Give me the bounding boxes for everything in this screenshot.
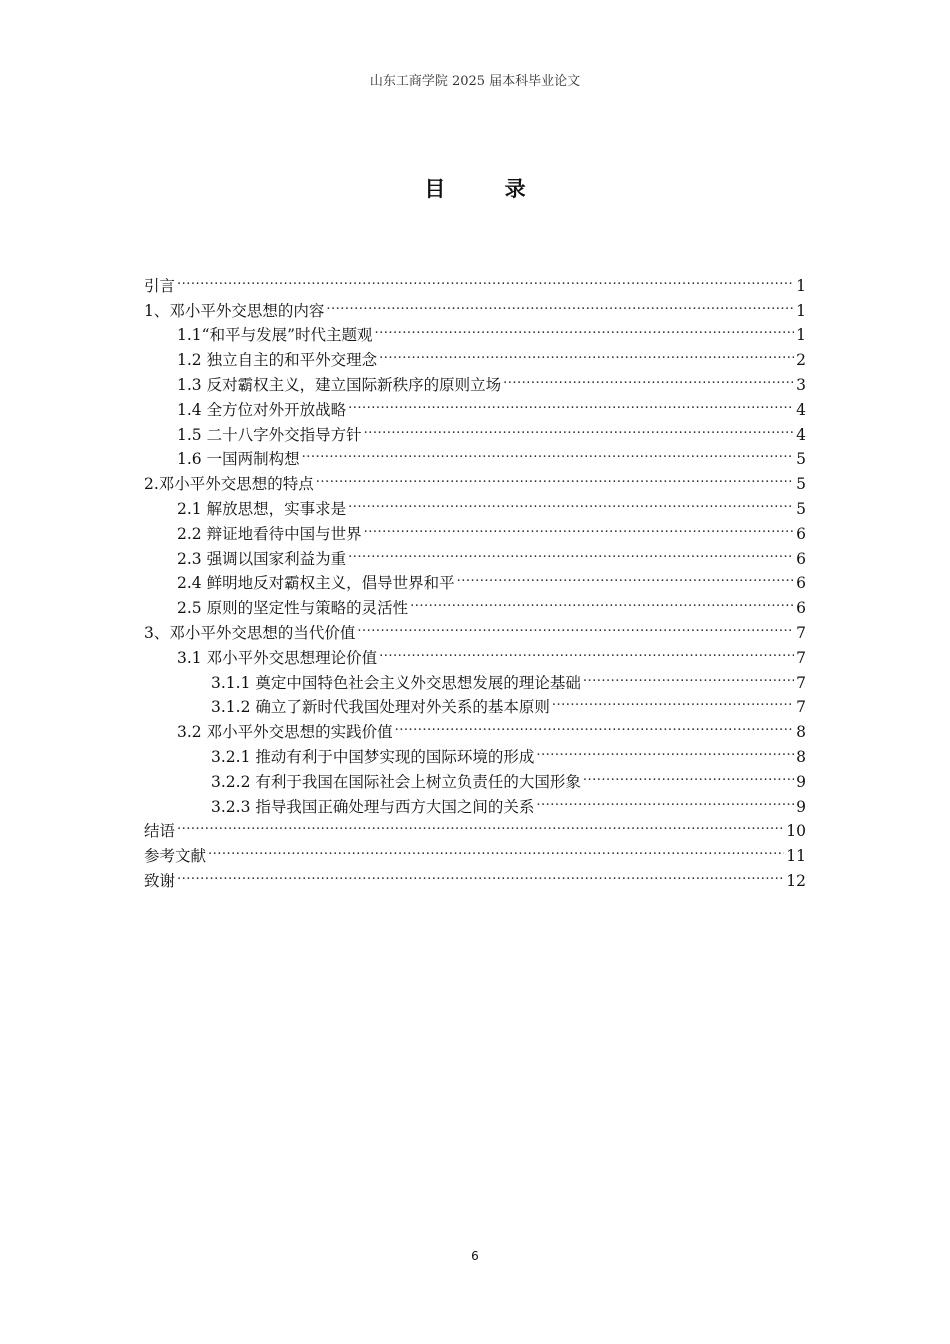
dot-leader	[364, 514, 794, 539]
toc-entry[interactable]	[144, 291, 806, 320]
toc-entry-page: 9	[796, 772, 806, 791]
toc-entry-label: 参考文献	[144, 847, 207, 866]
dot-leader	[379, 340, 794, 365]
toc-entry-label: 2.邓小平外交思想的特点	[144, 475, 314, 494]
toc-entry-page: 11	[786, 847, 806, 866]
toc-entry-page: 10	[786, 822, 806, 841]
toc-entry-page: 7	[796, 698, 806, 717]
dot-leader	[536, 787, 794, 812]
toc-entry[interactable]	[144, 836, 806, 866]
toc-entry[interactable]	[144, 861, 806, 890]
toc-entry-page: 5	[796, 475, 806, 494]
toc-entry-page: 9	[796, 797, 806, 816]
toc-entry[interactable]	[144, 266, 806, 295]
toc-entry-label: 3.1.2 确立了新时代我国处理对外关系的基本原则	[211, 698, 550, 717]
dot-leader	[316, 464, 794, 489]
dot-leader	[395, 712, 794, 737]
toc-entry-label: 3.1 邓小平外交思想理论价值	[177, 648, 378, 667]
dot-leader	[348, 539, 794, 564]
toc-entry-label: 1.5 二十八字外交指导方针	[177, 425, 362, 444]
running-header: 山东工商学院 2025 届本科毕业论文	[369, 74, 581, 89]
toc-entry-page: 7	[796, 648, 806, 667]
toc-entry-label: 2.4 鲜明地反对霸权主义，倡导世界和平	[177, 574, 455, 593]
dot-leader	[503, 365, 794, 390]
toc-entry-page: 4	[796, 425, 806, 444]
dot-leader	[410, 588, 794, 613]
dot-leader	[348, 489, 794, 514]
toc-entry-label: 1.6 一国两制构想	[177, 450, 300, 469]
toc-entry-label: 1.3 反对霸权主义，建立国际新秩序的原则立场	[177, 375, 502, 394]
toc-entry-page: 1	[796, 276, 806, 295]
toc-entry-label: 2.1 解放思想，实事求是	[177, 499, 347, 518]
dot-leader	[536, 737, 794, 762]
toc-entry-page: 8	[796, 723, 806, 742]
toc-entry-label: 3.2.1 推动有利于中国梦实现的国际环境的形成	[211, 747, 535, 766]
toc-entry-label: 2.2 辩证地看待中国与世界	[177, 524, 362, 543]
toc-title: 目 录	[424, 177, 552, 201]
toc-entry-label: 3.2 邓小平外交思想的实践价值	[177, 723, 393, 742]
dot-leader	[379, 638, 794, 663]
toc-entry-label: 1.1“和平与发展”时代主题观	[177, 326, 373, 345]
toc-entry-page: 7	[796, 673, 806, 692]
dot-leader	[552, 688, 794, 713]
dot-leader	[326, 291, 794, 316]
dot-leader	[583, 663, 794, 688]
toc-entry-page: 6	[796, 524, 806, 543]
toc-entry-page: 7	[796, 623, 806, 642]
toc-entry-page: 6	[796, 574, 806, 593]
toc-entry-page: 12	[786, 871, 806, 890]
toc-entry-page: 4	[796, 400, 806, 419]
toc-entry-page: 5	[796, 499, 806, 518]
toc-entry-page: 8	[796, 747, 806, 766]
toc-entry-label: 1.2 独立自主的和平外交理念	[177, 351, 378, 370]
toc-entry-page: 3	[796, 375, 806, 394]
dot-leader	[177, 266, 794, 291]
toc-entry-label: 3.1.1 奠定中国特色社会主义外交思想发展的理论基础	[211, 673, 581, 692]
dot-leader	[357, 613, 794, 638]
toc-entry-page: 1	[796, 301, 806, 320]
toc-entry-label: 结语	[144, 822, 176, 841]
page-number: 6	[471, 1249, 479, 1263]
dot-leader	[583, 762, 794, 787]
toc-entry-label: 3.2.2 有利于我国在国际社会上树立负责任的大国形象	[211, 772, 581, 791]
dot-leader	[302, 440, 794, 465]
toc-entry-page: 2	[796, 351, 806, 370]
toc-entry-label: 1、邓小平外交思想的内容	[144, 301, 325, 320]
toc-entry-label: 2.5 原则的坚定性与策略的灵活性	[177, 599, 409, 618]
dot-leader	[348, 390, 794, 415]
dot-leader	[177, 861, 784, 886]
toc-entry-label: 3、邓小平外交思想的当代价值	[144, 623, 356, 642]
toc-entry-page: 6	[796, 549, 806, 568]
toc-entry-label: 引言	[144, 276, 176, 295]
table-of-contents	[144, 266, 806, 890]
dot-leader	[208, 836, 784, 861]
toc-entry-label: 1.4 全方位对外开放战略	[177, 400, 347, 419]
toc-entry-page: 1	[796, 326, 806, 345]
toc-entry[interactable]	[144, 812, 806, 841]
dot-leader	[177, 812, 784, 837]
dot-leader	[364, 415, 794, 440]
toc-entry-page: 5	[796, 450, 806, 469]
toc-entry-label: 致谢	[144, 871, 176, 890]
dot-leader	[375, 316, 795, 341]
dot-leader	[457, 564, 794, 589]
toc-entry-page: 6	[796, 599, 806, 618]
toc-entry-label: 2.3 强调以国家利益为重	[177, 549, 347, 568]
toc-entry-label: 3.2.3 指导我国正确处理与西方大国之间的关系	[211, 797, 535, 816]
